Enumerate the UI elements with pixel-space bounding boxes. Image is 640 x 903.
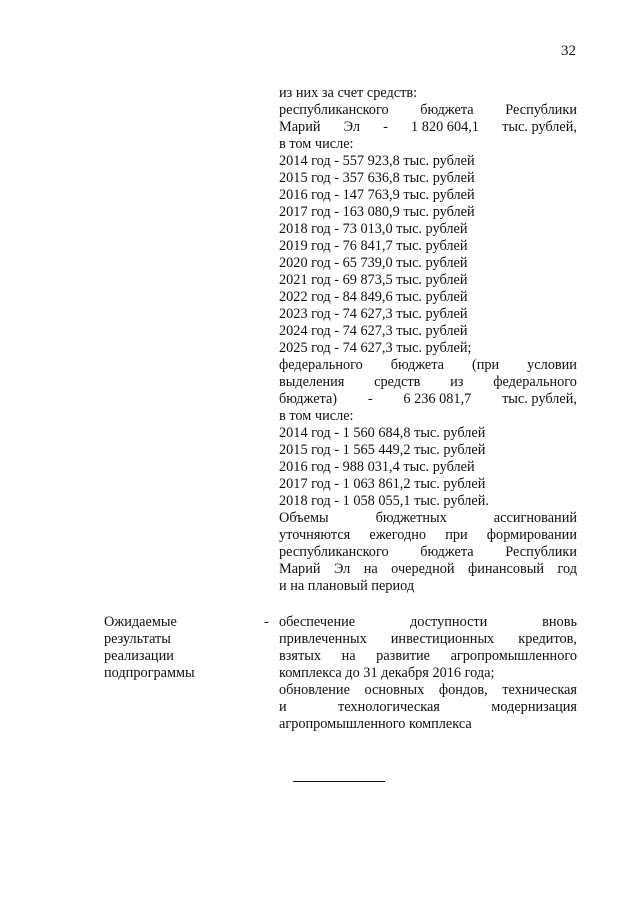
word: модернизация [491,699,577,715]
expected-results-line: комплекса до 31 декабря 2016 года; [279,665,495,681]
expected-results-text [279,614,577,733]
republican-year-line: 2015 год - 357 636,8 тыс. рублей [279,170,475,186]
label-dash: - [264,614,269,630]
word: доступности [409,614,488,630]
expected-results-line: агропромышленного комплекса [279,716,472,732]
word: федерального [493,374,577,390]
expected-results-label [104,614,254,682]
federal-budget-line-2 [279,374,577,391]
note-line-4 [279,561,577,578]
word: уточняются [279,527,351,543]
expected-results-line [279,614,577,631]
note-line-1 [279,510,577,527]
label-line: подпрограммы [104,665,195,681]
word: республиканского [279,544,389,560]
word: бюджета [420,544,474,560]
federal-year-line: 2018 год - 1 058 055,1 тыс. рублей. [279,493,489,509]
republican-budget-line-1 [279,102,577,119]
federal-budget-line-3 [279,391,577,408]
word: привлеченных [279,631,367,647]
word: республиканского [279,102,389,118]
expected-results-line [279,631,577,648]
word: из [450,374,464,390]
word: на [363,561,378,577]
republican-including-label: в том числе: [279,136,354,152]
word: федерального [279,357,363,373]
expected-results-line [279,699,577,716]
word: ассигнований [493,510,577,526]
federal-budget-line-1 [279,357,577,374]
note-line-3 [279,544,577,561]
word: тыс. рублей, [502,391,577,407]
word: бюджета) [279,391,338,407]
word: бюджета [390,357,445,373]
label-line: реализации [104,648,174,664]
word: формировании [486,527,577,543]
word: Эл [333,561,351,577]
word: обновление [279,682,350,698]
funding-intro: из них за счет средств: [279,85,418,101]
republican-year-line: 2022 год - 84 849,6 тыс. рублей [279,289,468,305]
word: выделения [279,374,345,390]
word: бюджета [420,102,474,118]
word: кредитов, [518,631,577,647]
word: Марий [279,119,321,135]
federal-year-line: 2017 год - 1 063 861,2 тыс. рублей [279,476,486,492]
word: при [445,527,468,543]
word: Марий [279,561,321,577]
word: техническая [502,682,577,698]
expected-results-line [279,682,577,699]
word: - [383,119,388,135]
funding-sources-block [279,85,577,595]
word: обеспечение [279,614,356,630]
end-separator-line [293,781,385,782]
word: ежегодно [369,527,427,543]
label-line: результаты [104,631,171,647]
word: средств [374,374,421,390]
word: фондов, [438,682,488,698]
word: развитие [376,648,430,664]
word: взятых [279,648,321,664]
word: Республики [505,544,577,560]
expected-results-line [279,648,577,665]
word: условии [527,357,577,373]
word: (при [471,357,500,373]
word: Республики [505,102,577,118]
word: финансовый [467,561,545,577]
federal-year-line: 2015 год - 1 565 449,2 тыс. рублей [279,442,486,458]
federal-year-line: 2016 год - 988 031,4 тыс. рублей [279,459,475,475]
note-line-5: и на плановый период [279,578,415,594]
republican-budget-line-2 [279,119,577,136]
republican-year-line: 2016 год - 147 763,9 тыс. рублей [279,187,475,203]
word: тыс. рублей, [502,119,577,135]
federal-year-line: 2014 год - 1 560 684,8 тыс. рублей [279,425,486,441]
label-line: Ожидаемые [104,614,177,630]
republican-year-line: 2014 год - 557 923,8 тыс. рублей [279,153,475,169]
word: бюджетных [375,510,447,526]
word: Объемы [279,510,329,526]
page-number: 32 [561,43,576,59]
word: основных [364,682,425,698]
word: агропромышленного [450,648,577,664]
federal-budget-total: 6 236 081,7 [403,391,472,407]
republican-year-line: 2019 год - 76 841,7 тыс. рублей [279,238,468,254]
note-line-2 [279,527,577,544]
republican-year-line: 2025 год - 74 627,3 тыс. рублей; [279,340,472,356]
word: и [279,699,287,715]
republican-year-line: 2020 год - 65 739,0 тыс. рублей [279,255,468,271]
republican-year-line: 2021 год - 69 873,5 тыс. рублей [279,272,468,288]
republican-budget-total: 1 820 604,1 [411,119,479,135]
federal-including-label: в том числе: [279,408,354,424]
republican-year-line: 2023 год - 74 627,3 тыс. рублей [279,306,468,322]
word: - [367,391,373,407]
word: технологическая [338,699,440,715]
word: инвестиционных [390,631,495,647]
word: на [341,648,356,664]
word: вновь [542,614,577,630]
word: Эл [343,119,361,135]
republican-year-line: 2017 год - 163 080,9 тыс. рублей [279,204,475,220]
word: очередной [391,561,455,577]
republican-year-line: 2018 год - 73 013,0 тыс. рублей [279,221,468,237]
republican-year-line: 2024 год - 74 627,3 тыс. рублей [279,323,468,339]
word: год [557,561,577,577]
